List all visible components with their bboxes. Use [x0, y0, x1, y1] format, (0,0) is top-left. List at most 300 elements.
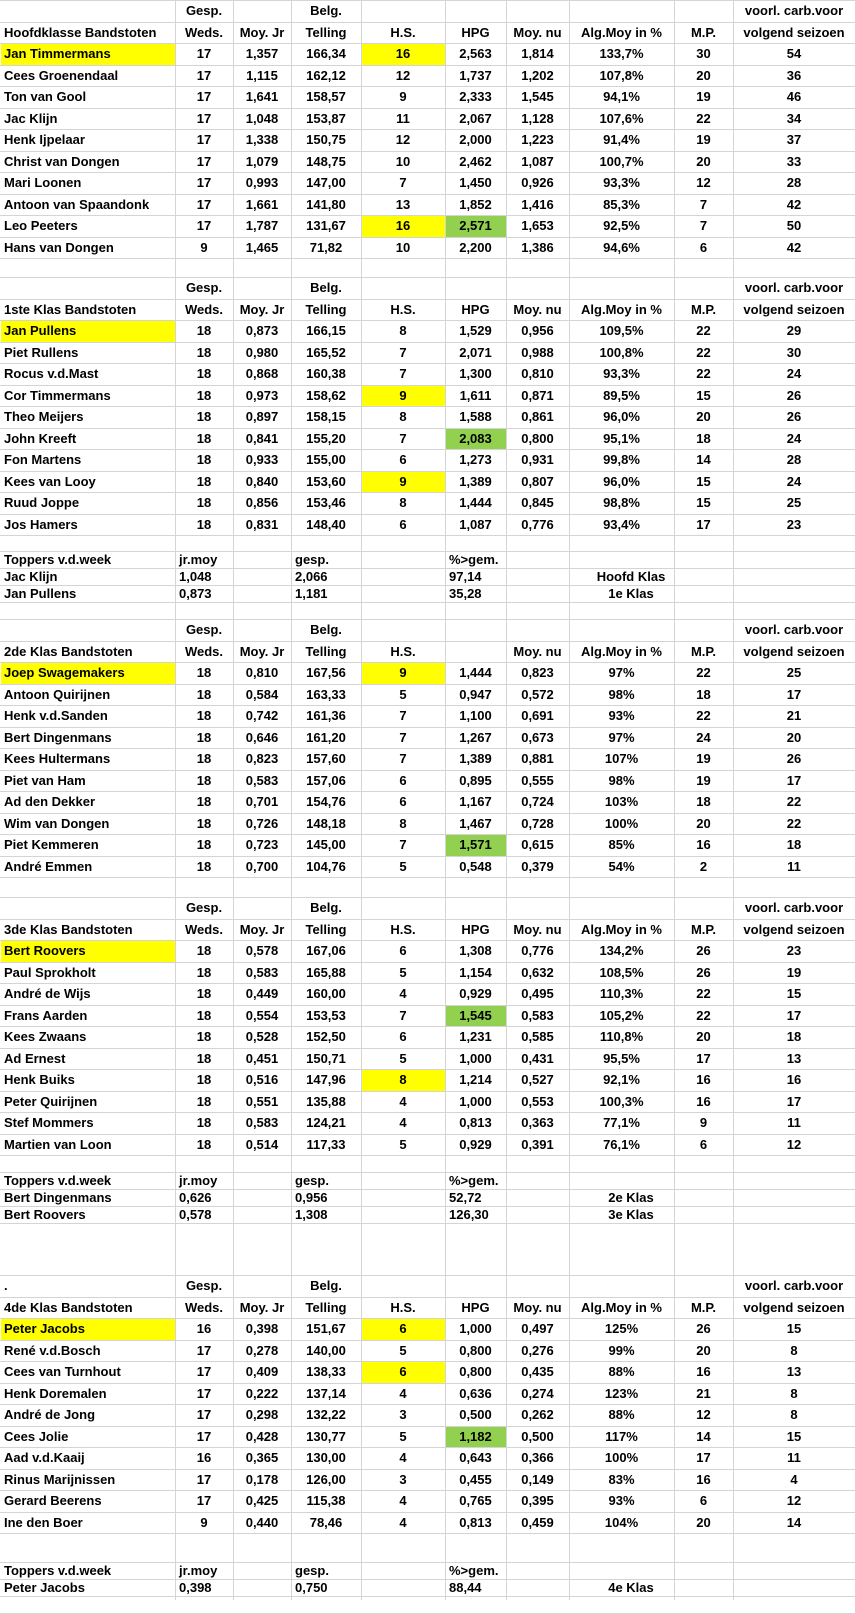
cell-carb: 13 [786, 1364, 802, 1379]
cell-carb: 12 [786, 1493, 802, 1508]
cell-telling: 167,56 [306, 665, 346, 680]
cell-hpg: 1,000 [459, 1050, 492, 1066]
player-name: Cor Timmermans [4, 387, 111, 403]
header-alg-moy: Alg.Moy in % [581, 1299, 662, 1315]
cell-carb: 23 [786, 516, 802, 532]
cell-moy-nu: 0,583 [521, 1007, 554, 1023]
cell-weds: 17 [196, 196, 212, 212]
cell-telling: 124,21 [306, 1115, 346, 1130]
cell-alg-moy: 96,0% [603, 409, 640, 424]
cell-carb: 8 [790, 1407, 798, 1422]
cell-hpg: 0,813 [459, 1514, 492, 1530]
cell-hpg: 0,636 [459, 1385, 492, 1401]
cell-hs: 11 [396, 110, 410, 126]
player-name: Ton van Gool [4, 89, 87, 104]
cell-moy-nu: 0,149 [521, 1471, 554, 1487]
cell-hpg: 1,100 [459, 708, 492, 723]
header-weds: Weds. [184, 24, 224, 40]
cell-carb: 17 [786, 1093, 802, 1109]
cell-weds: 18 [196, 495, 212, 510]
cell-moy-jr: 0,516 [245, 1072, 279, 1087]
header-hpg: HPG [461, 921, 490, 937]
cell-moy-nu: 0,276 [521, 1342, 554, 1358]
cell-hs: 5 [399, 858, 407, 874]
header-hpg: HPG [461, 301, 490, 317]
cell-hpg: 1,389 [459, 751, 492, 766]
toppers-value: 35,28 [449, 586, 482, 601]
player-name: Piet Rullens [4, 344, 79, 360]
cell-hpg: 1,182 [459, 1428, 492, 1444]
cell-moy-jr: 1,079 [245, 153, 279, 169]
cell-moy-nu: 0,615 [521, 837, 554, 852]
header-carb: volgend seizoen [743, 1299, 845, 1315]
cell-weds: 18 [196, 387, 212, 403]
cell-mp: 18 [696, 794, 711, 809]
cell-alg-moy: 100% [604, 1450, 639, 1465]
cell-moy-jr: 0,551 [245, 1093, 279, 1109]
cell-carb: 16 [786, 1072, 802, 1087]
cell-carb: 34 [786, 110, 802, 126]
cell-hs: 7 [399, 751, 407, 766]
cell-mp: 26 [696, 943, 711, 958]
player-name: Peter Quirijnen [4, 1093, 98, 1109]
player-name: René v.d.Bosch [4, 1342, 101, 1358]
cell-mp: 14 [696, 1428, 711, 1444]
cell-alg-moy: 133,7% [599, 46, 644, 61]
cell-carb: 18 [786, 1029, 802, 1044]
toppers-label: Toppers v.d.week [4, 552, 112, 567]
cell-mp: 16 [696, 1364, 711, 1379]
cell-mp: 16 [696, 837, 711, 852]
cell-moy-jr: 1,048 [245, 110, 279, 126]
cell-mp: 12 [696, 1407, 711, 1422]
cell-carb: 24 [786, 366, 802, 381]
player-name: John Kreeft [4, 430, 77, 446]
header-hs: H.S. [390, 1299, 416, 1315]
cell-alg-moy: 76,1% [603, 1136, 640, 1152]
cell-hpg: 1,450 [459, 175, 492, 190]
cell-moy-jr: 1,641 [245, 89, 279, 104]
player-name: Rocus v.d.Mast [4, 366, 99, 381]
header-telling: Telling [305, 643, 347, 659]
cell-hs: 4 [399, 986, 407, 1001]
cell-moy-nu: 0,724 [521, 794, 554, 809]
cell-moy-nu: 0,553 [521, 1093, 554, 1109]
cell-moy-jr: 0,425 [245, 1493, 279, 1508]
cell-moy-jr: 0,646 [245, 729, 279, 745]
cell-alg-moy: 93,3% [603, 175, 640, 190]
cell-telling: 71,82 [309, 239, 343, 255]
cell-hs: 4 [399, 1493, 407, 1508]
cell-carb: 11 [787, 1115, 801, 1130]
cell-weds: 18 [196, 815, 212, 831]
cell-carb: 8 [790, 1385, 798, 1401]
cell-weds: 18 [196, 473, 212, 489]
player-name: Peter Jacobs [4, 1321, 85, 1336]
cell-moy-jr: 0,840 [245, 473, 279, 489]
cell-telling: 154,76 [306, 794, 346, 809]
cell-hs: 5 [399, 964, 407, 980]
cell-mp: 21 [696, 1385, 711, 1401]
cell-carb: 28 [786, 175, 802, 190]
cell-carb: 4 [790, 1471, 798, 1487]
cell-telling: 153,53 [306, 1007, 346, 1023]
header-moy-nu: Moy. nu [513, 24, 562, 40]
cell-weds: 16 [196, 1321, 212, 1336]
header-moy-jr: Moy. Jr [239, 24, 285, 40]
cell-moy-nu: 0,871 [521, 387, 554, 403]
player-name: Rinus Marijnissen [4, 1471, 116, 1487]
player-name: Cees Groenendaal [4, 67, 119, 83]
player-name: Joep Swagemakers [4, 665, 125, 680]
cell-telling: 147,96 [306, 1072, 346, 1087]
cell-hpg: 0,800 [459, 1342, 492, 1358]
cell-weds: 17 [196, 218, 212, 233]
cell-moy-jr: 0,398 [245, 1321, 279, 1336]
cell-hpg: 0,813 [459, 1115, 492, 1130]
cell-hpg: 0,765 [459, 1493, 492, 1508]
cell-carb: 15 [786, 986, 802, 1001]
cell-mp: 24 [696, 729, 711, 745]
cell-moy-nu: 1,814 [521, 46, 554, 61]
cell-alg-moy: 83% [608, 1471, 635, 1487]
header-hs: H.S. [390, 301, 416, 317]
cell-hs: 16 [395, 218, 411, 233]
cell-telling: 162,12 [306, 67, 346, 83]
header-telling: Telling [305, 1299, 347, 1315]
player-name: André Emmen [4, 858, 93, 874]
cell-moy-nu: 0,810 [521, 366, 554, 381]
cell-mp: 22 [696, 708, 711, 723]
toppers-value: 3e Klas [608, 1207, 654, 1222]
cell-mp: 15 [696, 495, 711, 510]
cell-weds: 18 [196, 858, 212, 874]
cell-moy-nu: 0,527 [521, 1072, 554, 1087]
cell-moy-jr: 1,338 [245, 132, 279, 147]
cell-hpg: 0,455 [459, 1471, 492, 1487]
player-name: Henk Buiks [4, 1072, 75, 1087]
cell-mp: 17 [696, 1450, 711, 1465]
player-name: Frans Aarden [4, 1007, 88, 1023]
cell-weds: 17 [196, 1407, 212, 1422]
player-name: Ad den Dekker [4, 794, 96, 809]
cell-alg-moy: 109,5% [599, 323, 644, 338]
cell-moy-nu: 0,861 [521, 409, 554, 424]
label-telling: Belg. [310, 1278, 342, 1293]
toppers-label: %>gem. [449, 552, 499, 567]
cell-hs: 8 [399, 1072, 407, 1087]
cell-moy-nu: 0,800 [521, 430, 554, 446]
cell-hpg: 0,548 [459, 858, 492, 874]
cell-hs: 4 [399, 1115, 407, 1130]
cell-alg-moy: 107% [604, 751, 639, 766]
toppers-value: 88,44 [449, 1580, 482, 1595]
cell-moy-jr: 0,178 [245, 1471, 279, 1487]
cell-hs: 6 [399, 1364, 407, 1379]
cell-moy-jr: 0,298 [245, 1407, 279, 1422]
cell-hpg: 1,308 [459, 943, 492, 958]
cell-hs: 10 [395, 239, 411, 255]
cell-alg-moy: 117% [605, 1428, 638, 1444]
cell-mp: 6 [699, 239, 708, 255]
cell-telling: 104,76 [306, 858, 346, 874]
cell-telling: 137,14 [306, 1385, 346, 1401]
player-name: Piet van Ham [4, 772, 86, 788]
player-name: Jac Klijn [4, 110, 58, 126]
cell-weds: 17 [196, 1428, 212, 1444]
player-name: Cees Jolie [4, 1428, 69, 1444]
header-carb: volgend seizoen [743, 24, 845, 40]
cell-telling: 152,50 [306, 1029, 346, 1044]
cell-moy-nu: 0,776 [521, 943, 554, 958]
cell-telling: 166,15 [306, 323, 346, 338]
player-name: Antoon Quirijnen [4, 686, 111, 702]
cell-mp: 6 [699, 1136, 708, 1152]
toppers-label: Toppers v.d.week [4, 1173, 112, 1188]
cell-weds: 18 [196, 986, 212, 1001]
cell-hs: 13 [395, 196, 411, 212]
header-hs: H.S. [390, 921, 416, 937]
cell-hpg: 2,071 [459, 344, 492, 360]
cell-weds: 18 [196, 964, 212, 980]
cell-hs: 3 [399, 1471, 407, 1487]
cell-hpg: 0,947 [459, 686, 492, 702]
cell-telling: 165,88 [306, 964, 346, 980]
cell-telling: 138,33 [306, 1364, 346, 1379]
cell-telling: 150,75 [306, 132, 346, 147]
cell-hpg: 2,083 [459, 430, 492, 446]
cell-alg-moy: 98,8% [603, 495, 640, 510]
cell-alg-moy: 107,8% [599, 67, 644, 83]
header-telling: Telling [305, 301, 347, 317]
cell-weds: 18 [196, 708, 212, 723]
cell-hpg: 1,852 [459, 196, 492, 212]
cell-alg-moy: 94,6% [603, 239, 640, 255]
label-carb: voorl. carb.voor [744, 900, 844, 915]
cell-carb: 37 [786, 132, 802, 147]
cell-weds: 18 [196, 452, 212, 467]
cell-hs: 5 [399, 686, 407, 702]
cell-weds: 18 [196, 794, 212, 809]
label-weds: Gesp. [185, 3, 223, 18]
cell-mp: 30 [696, 46, 711, 61]
cell-alg-moy: 95,5% [603, 1050, 640, 1066]
cell-moy-nu: 0,379 [521, 858, 554, 874]
cell-moy-jr: 0,409 [245, 1364, 279, 1379]
header-mp: M.P. [690, 921, 717, 937]
player-name: Kees Zwaans [4, 1029, 87, 1044]
cell-telling: 153,87 [306, 110, 346, 126]
cell-moy-nu: 0,500 [521, 1428, 554, 1444]
cell-hs: 3 [399, 1407, 407, 1422]
cell-alg-moy: 91,4% [603, 132, 640, 147]
player-name: Piet Kemmeren [4, 837, 99, 852]
cell-mp: 15 [696, 387, 711, 403]
label-carb: voorl. carb.voor [744, 1278, 844, 1293]
cell-mp: 22 [696, 1007, 711, 1023]
cell-carb: 46 [786, 89, 802, 104]
cell-moy-jr: 0,440 [245, 1514, 279, 1530]
label-weds: Gesp. [185, 900, 223, 915]
player-name: Christ van Dongen [4, 153, 120, 169]
cell-weds: 18 [196, 323, 212, 338]
cell-hs: 5 [399, 1342, 407, 1358]
cell-hpg: 1,273 [459, 452, 492, 467]
cell-hs: 9 [399, 665, 407, 680]
toppers-value: 2e Klas [608, 1190, 654, 1205]
header-mp: M.P. [690, 301, 717, 317]
cell-alg-moy: 100,3% [599, 1093, 644, 1109]
cell-mp: 12 [696, 175, 711, 190]
cell-telling: 166,34 [306, 46, 346, 61]
cell-hs: 6 [399, 1029, 407, 1044]
cell-telling: 155,00 [306, 452, 346, 467]
cell-carb: 54 [786, 46, 802, 61]
cell-mp: 6 [699, 1493, 708, 1508]
cell-weds: 17 [196, 175, 212, 190]
cell-mp: 7 [699, 196, 708, 212]
cell-alg-moy: 93,4% [603, 516, 640, 532]
cell-weds: 17 [196, 1364, 212, 1379]
cell-weds: 18 [196, 1029, 212, 1044]
cell-carb: 17 [786, 686, 802, 702]
player-name: Bert Dingenmans [4, 729, 112, 745]
cell-carb: 28 [786, 452, 802, 467]
cell-telling: 167,06 [306, 943, 346, 958]
player-name: Bert Roovers [4, 943, 86, 958]
header-carb: volgend seizoen [743, 643, 845, 659]
cell-moy-nu: 0,926 [521, 175, 554, 190]
cell-moy-nu: 0,459 [521, 1514, 554, 1530]
toppers-value: 1e Klas [608, 586, 654, 601]
cell-mp: 2 [699, 858, 708, 874]
cell-hs: 7 [399, 344, 407, 360]
cell-moy-jr: 0,980 [245, 344, 279, 360]
cell-hpg: 1,300 [459, 366, 492, 381]
cell-telling: 148,18 [306, 815, 346, 831]
cell-moy-nu: 0,585 [521, 1029, 554, 1044]
label-telling: Belg. [310, 900, 342, 915]
header-weds: Weds. [184, 1299, 224, 1315]
cell-alg-moy: 85,3% [603, 196, 640, 212]
gridline [0, 1223, 855, 1224]
cell-alg-moy: 94,1% [603, 89, 640, 104]
cell-weds: 18 [196, 665, 212, 680]
cell-alg-moy: 77,1% [603, 1115, 640, 1130]
cell-alg-moy: 108,5% [599, 964, 644, 980]
header-moy-nu: Moy. nu [513, 921, 562, 937]
cell-moy-jr: 0,726 [245, 815, 279, 831]
gridline [0, 1596, 855, 1597]
toppers-label: jr.moy [179, 1563, 218, 1578]
cell-moy-jr: 0,933 [245, 452, 279, 467]
cell-hpg: 2,067 [459, 110, 492, 126]
cell-telling: 126,00 [306, 1471, 346, 1487]
cell-hpg: 1,000 [459, 1093, 492, 1109]
header-alg-moy: Alg.Moy in % [581, 24, 662, 40]
toppers-value: 0,750 [295, 1580, 328, 1595]
cell-weds: 17 [196, 1493, 212, 1508]
cell-carb: 21 [786, 708, 802, 723]
cell-carb: 20 [786, 729, 802, 745]
cell-mp: 18 [696, 686, 711, 702]
cell-moy-jr: 0,823 [245, 751, 279, 766]
cell-mp: 9 [699, 1115, 708, 1130]
header-name: Hoofdklasse Bandstoten [4, 24, 157, 40]
cell-alg-moy: 98% [608, 772, 635, 788]
toppers-name: Peter Jacobs [4, 1580, 85, 1595]
cell-weds: 18 [196, 1136, 212, 1152]
cell-telling: 155,20 [306, 430, 346, 446]
cell-moy-nu: 0,391 [521, 1136, 554, 1152]
cell-moy-jr: 0,428 [245, 1428, 279, 1444]
cell-moy-nu: 0,632 [521, 964, 554, 980]
cell-hs: 7 [399, 1007, 407, 1023]
cell-telling: 151,67 [306, 1321, 346, 1336]
cell-mp: 16 [696, 1471, 711, 1487]
cell-weds: 18 [196, 1007, 212, 1023]
cell-carb: 19 [786, 964, 802, 980]
cell-moy-jr: 0,873 [245, 323, 279, 338]
cell-moy-jr: 0,810 [245, 665, 279, 680]
cell-hpg: 1,571 [459, 837, 492, 852]
cell-weds: 18 [196, 751, 212, 766]
player-name: Theo Meijers [4, 409, 84, 424]
cell-mp: 22 [696, 665, 711, 680]
cell-moy-nu: 0,673 [521, 729, 554, 745]
player-name: Wim van Dongen [4, 815, 110, 831]
toppers-label: jr.moy [179, 552, 218, 567]
cell-weds: 17 [196, 1385, 212, 1401]
cell-hs: 7 [399, 430, 407, 446]
cell-moy-nu: 0,823 [521, 665, 554, 680]
cell-hpg: 2,333 [459, 89, 492, 104]
header-weds: Weds. [184, 643, 224, 659]
cell-mp: 17 [696, 516, 711, 532]
cell-weds: 18 [196, 1050, 212, 1066]
cell-moy-nu: 1,386 [521, 239, 554, 255]
cell-weds: 18 [196, 729, 212, 745]
cell-mp: 15 [696, 473, 711, 489]
cell-telling: 157,06 [306, 772, 346, 788]
cell-hs: 9 [399, 473, 407, 489]
cell-moy-jr: 0,973 [245, 387, 279, 403]
cell-weds: 18 [196, 430, 212, 446]
player-name: André de Wijs [4, 986, 91, 1001]
player-name: Ad Ernest [4, 1050, 66, 1066]
cell-telling: 148,40 [306, 516, 346, 532]
header-mp: M.P. [690, 24, 717, 40]
cell-hs: 8 [399, 495, 407, 510]
label-telling: Belg. [310, 3, 342, 18]
cell-moy-jr: 0,868 [245, 366, 279, 381]
cell-hpg: 1,545 [459, 1007, 492, 1023]
toppers-value: 1,308 [295, 1207, 328, 1222]
cell-alg-moy: 85% [608, 837, 635, 852]
cell-mp: 20 [696, 153, 711, 169]
cell-telling: 78,46 [309, 1514, 343, 1530]
toppers-value: 0,578 [179, 1207, 212, 1222]
cell-moy-jr: 0,723 [245, 837, 279, 852]
cell-weds: 18 [196, 837, 212, 852]
cell-hs: 9 [399, 387, 407, 403]
cell-telling: 160,00 [306, 986, 346, 1001]
cell-carb: 22 [786, 815, 802, 831]
cell-moy-jr: 1,661 [245, 196, 279, 212]
label-weds: Gesp. [185, 622, 223, 637]
cell-carb: 18 [786, 837, 802, 852]
cell-moy-nu: 0,776 [521, 516, 554, 532]
